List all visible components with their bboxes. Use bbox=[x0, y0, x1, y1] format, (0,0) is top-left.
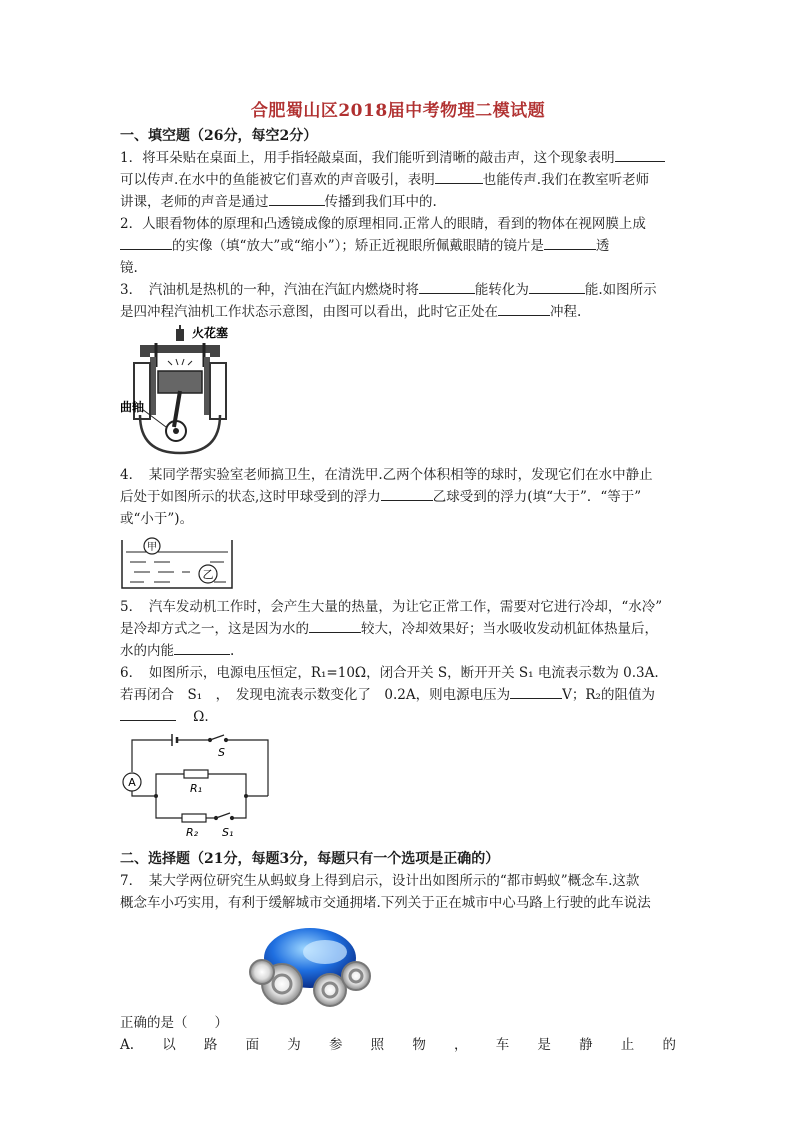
question-6 bbox=[120, 662, 676, 728]
q4-blank-1[interactable] bbox=[381, 486, 433, 501]
option-a-char: 静 bbox=[579, 1037, 593, 1053]
option-a-char: ， bbox=[454, 1037, 468, 1053]
q3-text-b: 能转化为 bbox=[474, 282, 529, 298]
q3-text-d: 是四冲程汽油机工作状态示意图，由图可以看出，此时它正处在 bbox=[120, 304, 498, 320]
circuit-diagram bbox=[120, 734, 280, 842]
q2-text-d: 镜. bbox=[120, 260, 138, 276]
q5-text-b: 是冷却方式之一，这是因为水的 bbox=[120, 621, 309, 637]
q5-blank-1[interactable] bbox=[309, 618, 361, 633]
q2-text-a: 2．人眼看物体的原理和凸透镜成像的原理相同.正常人的眼睛，看到的物体在视网膜上成 bbox=[120, 216, 646, 232]
q4-text-d: 或“小于”)。 bbox=[120, 511, 194, 527]
question-1 bbox=[120, 147, 676, 213]
q2-text-b: 的实像（填“放大”或“缩小”）；矫正近视眼所佩戴眼睛的镜片是 bbox=[172, 238, 544, 254]
q2-text-c: 透 bbox=[595, 238, 610, 254]
option-a-char: 路 bbox=[203, 1037, 218, 1053]
ball-yi-label: 乙 bbox=[202, 568, 214, 581]
q3-blank-1[interactable] bbox=[419, 279, 475, 294]
concept-car-image bbox=[120, 914, 676, 1012]
switch-s1-label: S₁ bbox=[222, 826, 234, 839]
section-fill-heading: 一、填空题（26分，每空2分） bbox=[120, 128, 318, 144]
q6-text-d: Ω. bbox=[193, 709, 209, 725]
option-a-char: 照 bbox=[370, 1037, 385, 1053]
q3-text-c: 能.如图所示 bbox=[584, 282, 657, 298]
q5-text-a: 5． 汽车发动机工作时，会产生大量的热量，为让它正常工作，需要对它进行冷却，“水冷” bbox=[120, 599, 663, 615]
piston bbox=[158, 371, 202, 393]
q1-text-d: 讲课，老师的声音是通过 bbox=[120, 194, 269, 210]
q2-blank-2[interactable] bbox=[544, 235, 596, 250]
option-a-char: 面 bbox=[245, 1037, 260, 1053]
q7-text-b: 概念车小巧实用，有利于缓解城市交通拥堵.下列关于正在城市中心马路上行驶的此车说法 bbox=[120, 895, 651, 911]
q3-text-e: 冲程. bbox=[550, 304, 582, 320]
q6-text-c: V；R₂的阻值为 bbox=[562, 687, 655, 703]
q5-text-c: 较大，冷却效果好；当水吸收发动机缸体热量后， bbox=[361, 621, 658, 637]
exam-page bbox=[120, 96, 676, 1056]
q5-text-d: 水的内能 bbox=[120, 643, 174, 659]
q1-blank-1[interactable] bbox=[615, 147, 665, 162]
spark-plug-label: 火花塞 bbox=[192, 326, 229, 340]
q2-blank-1[interactable] bbox=[120, 235, 172, 250]
option-a-char: 以 bbox=[162, 1037, 176, 1053]
q6-text-b: 若再闭合 S₁ ， 发现电流表示数变化了 0.2A，则电源电压为 bbox=[120, 687, 511, 703]
ball-jia-label: 甲 bbox=[147, 542, 157, 553]
q6-blank-2[interactable] bbox=[120, 706, 176, 721]
question-5 bbox=[120, 596, 676, 662]
crankshaft-label: 曲轴 bbox=[120, 400, 145, 414]
option-a-char: 为 bbox=[287, 1037, 301, 1053]
engine-diagram bbox=[120, 323, 250, 458]
q3-blank-3[interactable] bbox=[498, 301, 550, 316]
q1-blank-3[interactable] bbox=[269, 191, 325, 206]
q7-text-c: 正确的是（ ） bbox=[120, 1015, 228, 1031]
option-a-char: 参 bbox=[328, 1037, 343, 1053]
r1-label: R₁ bbox=[190, 782, 203, 795]
switch-s-label: S bbox=[218, 746, 225, 759]
question-4 bbox=[120, 464, 676, 530]
option-a-char: 物 bbox=[412, 1037, 426, 1053]
q6-text-a: 6． 如图所示，电源电压恒定，R₁=10Ω，闭合开关 S，断开开关 S₁ 电流表示数为 0.3A. bbox=[120, 665, 659, 681]
q1-blank-2[interactable] bbox=[435, 169, 483, 184]
q1-text-c: 也能传声.我们在教室听老师 bbox=[482, 172, 650, 188]
r2-label: R₂ bbox=[186, 826, 199, 839]
q3-blank-2[interactable] bbox=[529, 279, 585, 294]
q5-text-e: . bbox=[230, 643, 235, 659]
question-3 bbox=[120, 279, 676, 323]
question-7 bbox=[120, 870, 676, 1056]
q1-text-e: 传播到我们耳中的. bbox=[324, 194, 437, 210]
question-2 bbox=[120, 213, 676, 279]
option-a-char: 的 bbox=[662, 1037, 676, 1053]
option-a-char: 止 bbox=[620, 1037, 635, 1053]
option-a-char: A. bbox=[120, 1037, 135, 1053]
q5-blank-2[interactable] bbox=[174, 640, 230, 655]
q6-blank-1[interactable] bbox=[510, 684, 562, 699]
section-choice-heading: 二、选择题（21分，每题3分，每题只有一个选项是正确的） bbox=[120, 851, 500, 867]
page-title: 合肥蜀山区2018届中考物理二模试题 bbox=[250, 101, 546, 121]
ammeter-label: A bbox=[128, 776, 136, 789]
option-a-char: 是 bbox=[537, 1037, 551, 1053]
q3-text-a: 3． 汽油机是热机的一种，汽油在汽缸内燃烧时将 bbox=[120, 282, 419, 298]
q4-text-c: 乙球受到的浮力(填“大于”．“等于” bbox=[432, 489, 642, 505]
option-a-char: 车 bbox=[495, 1037, 510, 1053]
q4-text-a: 4． 某同学帮实验室老师搞卫生，在清洗甲.乙两个体积相等的球时，发现它们在水中静止 bbox=[120, 467, 653, 483]
water-tank-diagram bbox=[120, 536, 236, 592]
q4-text-b: 后处于如图所示的状态,这时甲球受到的浮力 bbox=[120, 489, 381, 505]
q1-text-b: 可以传声.在水中的鱼能被它们喜欢的声音吸引，表明 bbox=[120, 172, 435, 188]
q7-text-a: 7． 某大学两位研究生从蚂蚁身上得到启示，设计出如图所示的“都市蚂蚁”概念车.这款 bbox=[120, 873, 640, 889]
q1-text-a: 1．将耳朵贴在桌面上，用手指轻敲桌面，我们能听到清晰的敲击声，这个现象表明 bbox=[120, 150, 615, 166]
q7-option-a[interactable] bbox=[120, 1034, 676, 1056]
